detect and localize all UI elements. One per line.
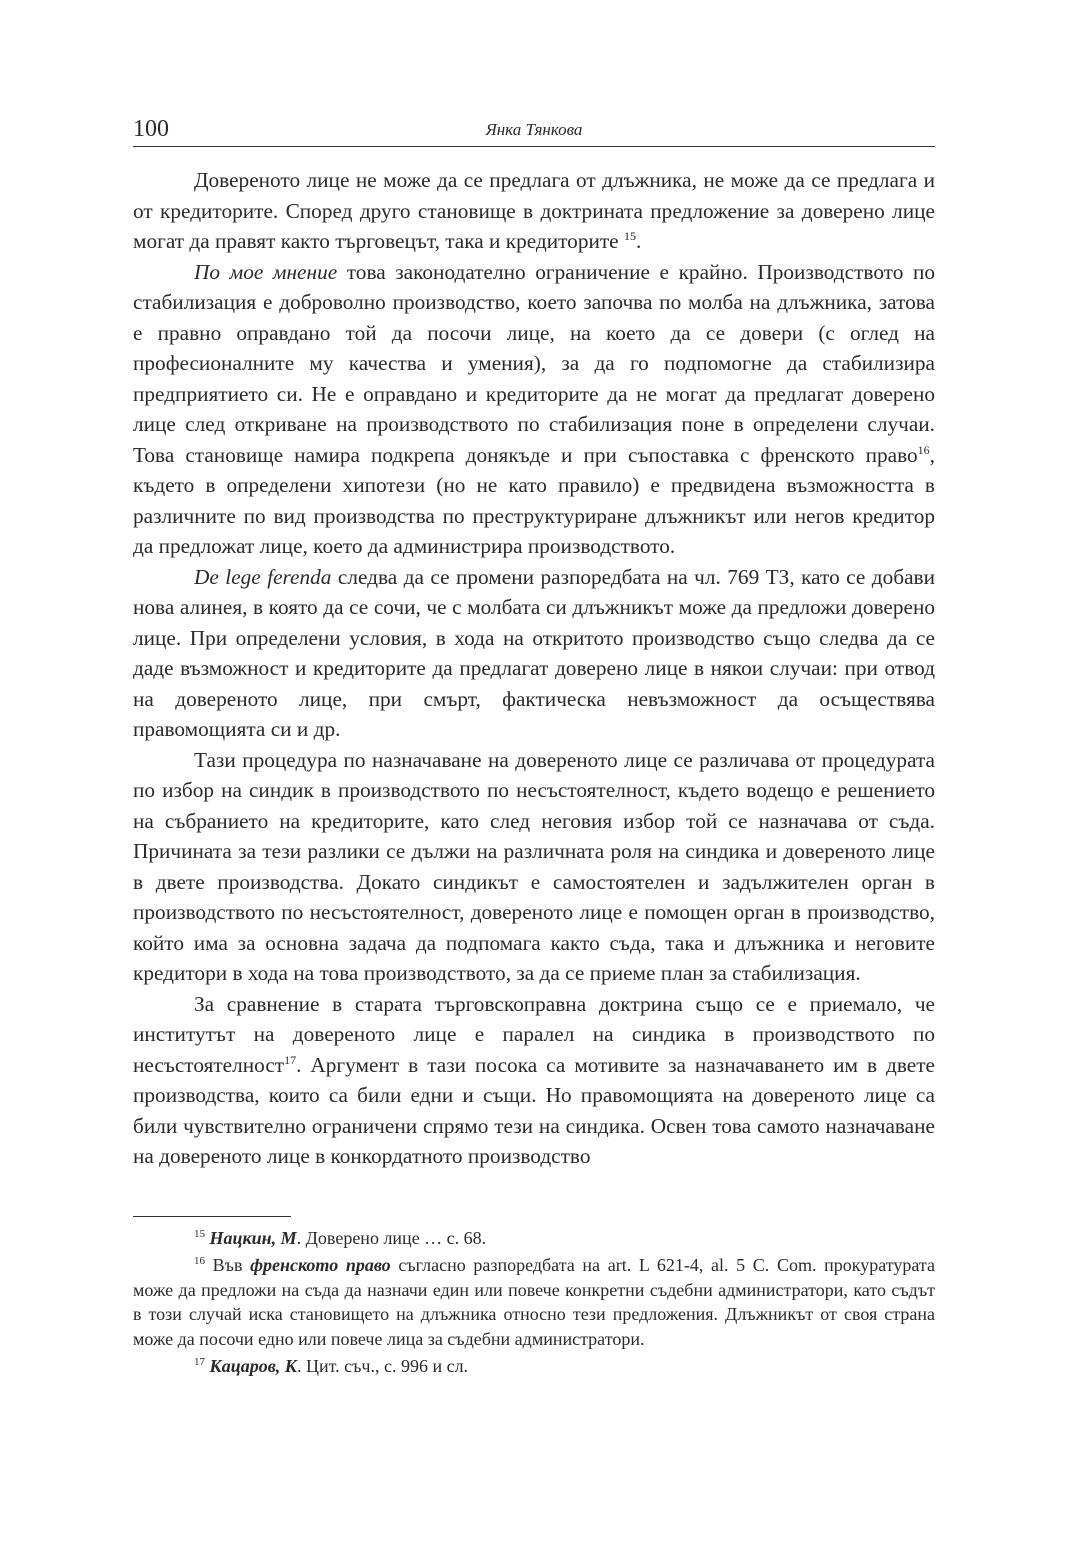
- footnote-17-author: Кацаров, К: [209, 1356, 297, 1376]
- footnote-16-prefix: Във: [205, 1255, 251, 1275]
- paragraph-2-emphasis: По мое мнение: [194, 259, 338, 284]
- paragraph-2-tail: , където в определени хипотези (но не като правило) е предвидена възможността в различните по вид производства по преструктуриране длъжникът или негов кредитор да предложат лице, което да администрира производството.: [133, 442, 935, 558]
- paragraph-1-text: Довереното лице не може да се предлага от длъжника, не може да се предлага и от кредиторите. Според друго становище в доктрината предложение за доверено лице могат да правят както търговецът, така и кредиторите: [133, 168, 935, 253]
- page-number: 100: [133, 116, 169, 142]
- footnote-15-number: 15: [194, 1227, 205, 1240]
- paragraph-4-text: Тази процедура по назначаване на довереното лице се различава от процедурата по избор на синдик в производството по несъстоятелност, където водещо е решението на събранието на кредиторите, като след неговия избор той се назначава от съда. Причината за тези разлики се дължи на различната роля на синдика и довереното лице в двете производства. Докато синдикът е самостоятелен и задължителен орган в производството по несъстоятелност, довереното лице е помощен орган в производство, който има за основна задача да подпомага както съда, така и длъжника и неговите кредитори в хода на това производството, за да се приеме план за стабилизация.: [133, 747, 935, 985]
- running-head: [133, 112, 935, 147]
- footnote-16-emphasis: френското право: [250, 1255, 391, 1275]
- footnote-16: [133, 1253, 935, 1351]
- paragraph-5-text: За сравнение в старата търговскоправна доктрина също се е приемало, че институтът на довереното лице е паралел на синдика в производството по несъстоятелност: [133, 991, 935, 1077]
- footnotes: [133, 1216, 935, 1379]
- footnote-ref-17: 17: [284, 1052, 297, 1067]
- footnote-16-text: съгласно разпоредбата на art. L 621-4, al. 5 C. Com. прокуратурата може да предложи на съда да назначи един или повече конкретни съдебни администратори, като съдът в този случай иска становището на длъжника относно тези предложения. Длъжникът от своя страна може да посочи едно или повече лица за съдебни администратори.: [133, 1255, 936, 1349]
- paragraph-3-emphasis: De lege ferenda: [194, 564, 332, 589]
- footnote-ref-16: 16: [917, 442, 930, 457]
- footnote-17-number: 17: [194, 1356, 205, 1368]
- body-text: [133, 165, 935, 1172]
- paragraph-1-tail: .: [635, 229, 642, 253]
- footnote-15: [133, 1226, 935, 1251]
- paragraph-3-text: следва да се промени разпоредбата на чл. 769 ТЗ, като се добави нова алинея, в която да се сочи, че с молбата си длъжникът може да предложи доверено лице. При определени условия, в хода на откритото производство също следва да се даде възможност и кредиторите да предлагат доверено лице в някои случаи: при отвод на довереното лице, при смърт, фактическа невъзможност да осъществява правомощията си и др.: [133, 564, 935, 741]
- paragraph-5: [133, 989, 935, 1172]
- book-page: [133, 112, 935, 1379]
- footnote-17: [133, 1354, 935, 1379]
- footnote-divider: [133, 1216, 291, 1217]
- paragraph-2-text: това законодателно ограничение е крайно. Производството по стабилизация е доброволно производство, което започва по молба на длъжника, затова е правно оправдано той да посочи лице, на което да се довери (с оглед на професионалните му качества и умения), за да го подпомогне да стабилизира предприятието си. Не е оправдано и кредиторите да не могат да предлагат доверено лице след откриване на производството по стабилизация поне в определени случаи. Това становище намира подкрепа донякъде и при съпоставка с френското право: [133, 259, 935, 467]
- footnote-ref-15: 15: [623, 228, 636, 243]
- paragraph-4: [133, 745, 935, 989]
- running-head-author: Янка Тянкова: [485, 120, 583, 139]
- paragraph-3: [133, 562, 935, 745]
- paragraph-2: [133, 257, 935, 562]
- footnote-17-text: . Цит. съч., с. 996 и сл.: [296, 1356, 469, 1376]
- paragraph-1: [133, 165, 935, 257]
- footnote-16-number: 16: [194, 1255, 205, 1267]
- footnote-15-text: . Доверено лице … с. 68.: [296, 1227, 487, 1248]
- footnote-15-author: Нацкин, М: [209, 1227, 297, 1248]
- paragraph-5-tail: . Аргумент в тази посока са мотивите за назначаването им в двете производства, които са били едни и същи. Но правомощията на довереното лице са били чувствително ограничени спрямо тези на синдика. Освен това самото назначаване на довереното лице в конкордатното производство: [133, 1052, 935, 1168]
